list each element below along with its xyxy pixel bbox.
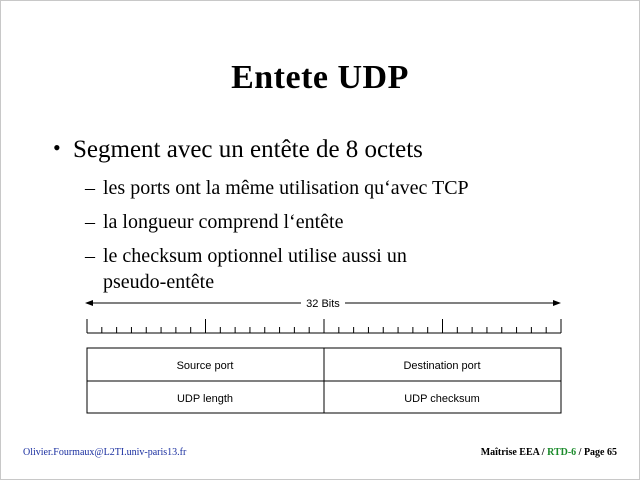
- sub-item-checksum: [85, 245, 407, 268]
- footer-course: Maîtrise EEA: [480, 447, 540, 458]
- sub-item-text: les ports ont la même utilisation qu‘avec TCP: [103, 177, 469, 199]
- footer-sep: /: [576, 447, 584, 458]
- main-bullet: [53, 135, 423, 164]
- dash: –: [85, 177, 95, 199]
- slide-title: Entete UDP: [231, 59, 409, 96]
- footer-section: RTD-6: [547, 447, 577, 458]
- dash: –: [85, 211, 95, 233]
- footer-page-number: Page 65: [583, 447, 617, 458]
- footer-sep: /: [539, 447, 548, 458]
- main-bullet-text: Segment avec un entête de 8 octets: [73, 136, 423, 163]
- dash: –: [85, 245, 95, 267]
- field-udp-checksum: UDP checksum: [404, 393, 480, 405]
- bits-arrow-right-head: [553, 300, 561, 306]
- sub-item-continuation: pseudo-entête: [103, 271, 215, 293]
- field-udp-length: UDP length: [176, 393, 234, 405]
- field-destination-port: Destination port: [403, 360, 481, 372]
- sub-item-text: le checksum optionnel utilise aussi un: [103, 245, 407, 267]
- bullet-dot: •: [53, 135, 61, 160]
- field-source-port: Source port: [176, 360, 234, 372]
- footer-course-info: [481, 447, 617, 458]
- udp-header-diagram: [1, 291, 640, 421]
- sub-item-ports: [85, 177, 469, 200]
- bits-label: 32 Bits: [306, 298, 340, 310]
- sub-item-length: [85, 211, 343, 234]
- footer-email: Olivier.Fourmaux@L2TI.univ-paris13.fr: [23, 447, 187, 458]
- bits-arrow-left-head: [85, 300, 93, 306]
- sub-item-text: la longueur comprend l‘entête: [103, 211, 344, 233]
- bit-ruler-ticks: [87, 319, 561, 333]
